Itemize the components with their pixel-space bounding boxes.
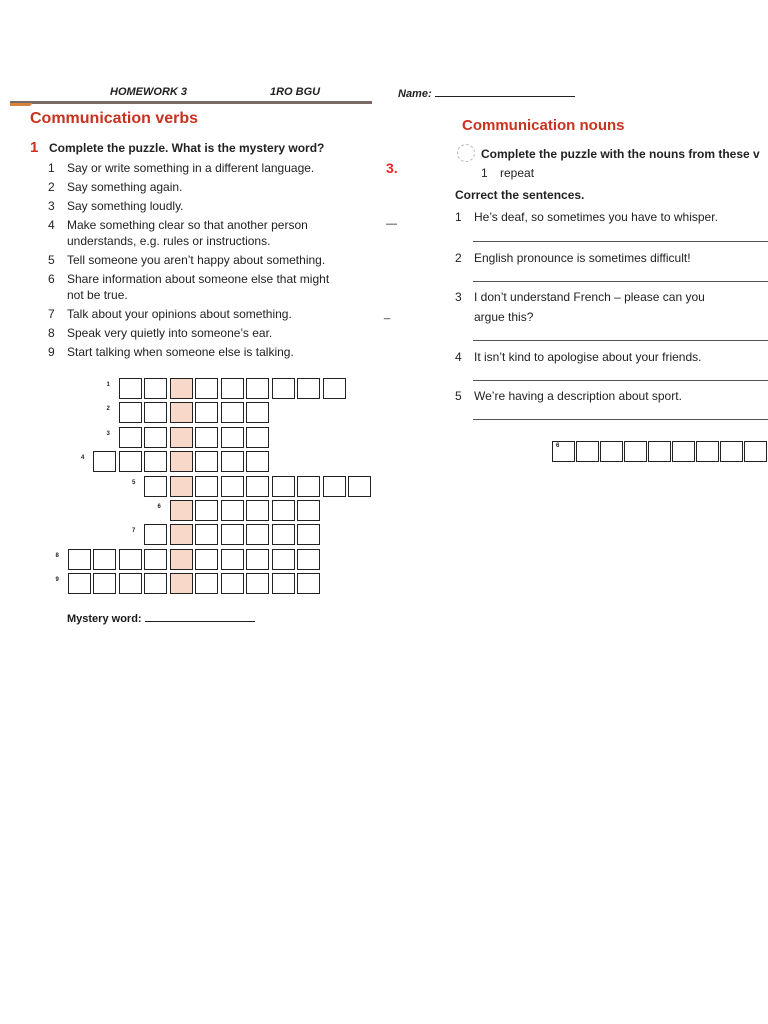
crossword-cell[interactable] <box>170 573 193 594</box>
crossword-cell[interactable] <box>119 427 142 448</box>
correct-sentences-title: Correct the sentences. <box>455 188 585 202</box>
clue-item <box>48 218 378 232</box>
crossword-cell[interactable] <box>221 451 244 472</box>
clue-number: 4 <box>48 218 55 232</box>
clue-number: 5 <box>48 253 55 267</box>
name-field[interactable] <box>398 86 575 100</box>
crossword-cell[interactable] <box>119 573 142 594</box>
sentence-text: I don’t understand French – please can you <box>474 290 705 304</box>
nouns-grid-number: 6 <box>556 443 560 449</box>
crossword-cell[interactable] <box>144 476 167 497</box>
crossword-cell[interactable] <box>195 402 218 423</box>
clue-item <box>48 288 378 302</box>
nouns-small-grid <box>552 441 768 465</box>
crossword-cell[interactable] <box>246 402 269 423</box>
crossword-cell[interactable] <box>119 451 142 472</box>
clue-item <box>48 345 378 359</box>
nouns-grid-cell[interactable] <box>696 441 719 462</box>
section-accent <box>10 103 32 106</box>
crossword-cell[interactable] <box>323 378 346 399</box>
crossword-cell[interactable] <box>246 427 269 448</box>
crossword-row-number: 3 <box>106 430 110 437</box>
sentence-text: argue this? <box>474 310 534 324</box>
item-number: 1 <box>481 166 488 180</box>
crossword-cell[interactable] <box>272 549 295 570</box>
crossword-cell[interactable] <box>297 549 320 570</box>
clue-text: Tell someone you aren’t happy about something. <box>67 253 326 267</box>
crossword-cell[interactable] <box>195 476 218 497</box>
mystery-word-field[interactable] <box>67 613 255 625</box>
sentence-text: He’s deaf, so sometimes you have to whisper. <box>474 210 718 224</box>
clue-number: 2 <box>48 180 55 194</box>
crossword-cell[interactable] <box>144 573 167 594</box>
nouns-grid-cell[interactable] <box>600 441 623 462</box>
homework-title: HOMEWORK 3 <box>110 86 187 98</box>
sentence-text: It isn’t kind to apologise about your friends. <box>474 350 702 364</box>
mystery-word-line[interactable] <box>145 613 255 622</box>
clue-item <box>48 307 378 321</box>
crossword-cell[interactable] <box>119 402 142 423</box>
clue-text: Talk about your opinions about something. <box>67 307 292 321</box>
crossword-row-number: 5 <box>132 479 136 486</box>
clue-text: Make something clear so that another person <box>67 218 308 232</box>
sentence-text: English pronounce is sometimes difficult! <box>474 251 691 265</box>
clue-list <box>48 161 378 364</box>
clue-number: 7 <box>48 307 55 321</box>
crossword-row-number: 2 <box>106 406 110 413</box>
item-text: repeat <box>500 166 535 180</box>
crossword-cell[interactable] <box>195 427 218 448</box>
sentence-4 <box>455 350 701 364</box>
crossword-cell[interactable] <box>195 378 218 399</box>
crossword-cell[interactable] <box>246 524 269 545</box>
sentence-number: 4 <box>455 350 462 364</box>
crossword-cell[interactable] <box>297 476 320 497</box>
clue-item <box>48 199 378 213</box>
crossword-row-number: 4 <box>81 455 85 462</box>
dash-marker-2: _ <box>384 308 391 320</box>
crossword-cell[interactable] <box>221 427 244 448</box>
crossword-cell[interactable] <box>68 573 91 594</box>
exercise-3-label: 3. <box>386 160 398 176</box>
crossword-cell[interactable] <box>170 378 193 399</box>
crossword-cell[interactable] <box>195 549 218 570</box>
nouns-grid-cell[interactable] <box>624 441 647 462</box>
mystery-word-label: Mystery word: <box>67 613 142 625</box>
clue-text: Share information about someone else that might <box>67 272 330 286</box>
clue-number: 9 <box>48 345 55 359</box>
crossword-cell[interactable] <box>144 402 167 423</box>
clue-text: Say or write something in a different language. <box>67 161 315 175</box>
clue-number: 8 <box>48 326 55 340</box>
sentence-number: 5 <box>455 389 462 403</box>
crossword-cell[interactable] <box>93 573 116 594</box>
sentence-number: 2 <box>455 251 462 265</box>
dash-marker-1: — <box>386 218 397 230</box>
sentence-3 <box>455 290 705 304</box>
crossword-cell[interactable] <box>297 524 320 545</box>
course-label: 1RO BGU <box>270 86 321 98</box>
crossword-row-number: 6 <box>157 504 161 510</box>
communication-verbs-title: Communication verbs <box>30 110 199 127</box>
crossword-cell[interactable] <box>221 549 244 570</box>
answer-line-5[interactable] <box>473 419 768 420</box>
clue-item <box>48 272 378 286</box>
crossword-cell[interactable] <box>170 500 193 521</box>
clue-number: 3 <box>48 199 55 213</box>
nouns-grid-cell[interactable] <box>672 441 695 462</box>
clue-item <box>48 234 378 248</box>
crossword-cell[interactable] <box>170 402 193 423</box>
crossword-cell[interactable] <box>170 524 193 545</box>
clue-number: 1 <box>48 161 55 175</box>
crossword-row-number: 7 <box>132 528 136 535</box>
crossword-row-number: 1 <box>106 382 110 388</box>
answer-line-2[interactable] <box>473 281 768 282</box>
crossword-cell[interactable] <box>246 451 269 472</box>
section-divider <box>10 101 372 104</box>
crossword-cell[interactable] <box>170 549 193 570</box>
crossword-cell[interactable] <box>221 500 244 521</box>
crossword-cell[interactable] <box>144 451 167 472</box>
sentence-number: 3 <box>455 290 462 304</box>
exercise-icon <box>457 144 475 162</box>
crossword-cell[interactable] <box>170 476 193 497</box>
clue-number: 6 <box>48 272 55 286</box>
clue-text: Start talking when someone else is talking. <box>67 345 294 359</box>
crossword-cell[interactable] <box>170 451 193 472</box>
crossword-cell[interactable] <box>221 378 244 399</box>
crossword-cell[interactable] <box>144 427 167 448</box>
crossword-cell[interactable] <box>144 378 167 399</box>
crossword-cell[interactable] <box>221 524 244 545</box>
crossword-cell[interactable] <box>221 573 244 594</box>
nouns-grid-cell[interactable] <box>648 441 671 462</box>
clue-item <box>48 180 378 194</box>
nouns-first-item <box>481 166 534 180</box>
clue-text: understands, e.g. rules or instructions. <box>67 234 271 248</box>
crossword-cell[interactable] <box>246 476 269 497</box>
crossword-cell[interactable] <box>93 451 116 472</box>
clue-text: not be true. <box>67 288 128 302</box>
answer-line-1[interactable] <box>473 241 768 242</box>
crossword-row-number: 8 <box>55 552 59 559</box>
crossword-cell[interactable] <box>170 427 193 448</box>
nouns-grid-cell[interactable] <box>744 441 767 462</box>
crossword-cell[interactable] <box>297 573 320 594</box>
crossword-cell[interactable] <box>119 549 142 570</box>
clue-text: Say something loudly. <box>67 199 184 213</box>
crossword-cell[interactable] <box>195 451 218 472</box>
communication-nouns-title: Communication nouns <box>462 117 625 134</box>
crossword-cell[interactable] <box>272 378 295 399</box>
crossword-cell[interactable] <box>246 500 269 521</box>
sentence-5 <box>455 389 682 403</box>
crossword-cell[interactable] <box>246 573 269 594</box>
nouns-grid-cell[interactable] <box>576 441 599 462</box>
exercise-instruction: Complete the puzzle. What is the mystery word? <box>49 141 325 155</box>
crossword-cell[interactable] <box>144 549 167 570</box>
sentence-2 <box>455 251 691 265</box>
crossword-cell[interactable] <box>297 378 320 399</box>
crossword-cell[interactable] <box>272 573 295 594</box>
crossword-cell[interactable] <box>93 549 116 570</box>
crossword-cell[interactable] <box>272 524 295 545</box>
crossword-cell[interactable] <box>195 573 218 594</box>
crossword-row-number: 9 <box>55 577 59 584</box>
crossword-cell[interactable] <box>195 524 218 545</box>
clue-text: Speak very quietly into someone’s ear. <box>67 326 273 340</box>
crossword-cell[interactable] <box>272 500 295 521</box>
clue-item <box>48 161 378 175</box>
crossword-cell[interactable] <box>68 549 91 570</box>
crossword-cell[interactable] <box>144 524 167 545</box>
crossword-cell[interactable] <box>195 500 218 521</box>
crossword-cell[interactable] <box>221 476 244 497</box>
crossword-cell[interactable] <box>221 402 244 423</box>
crossword-cell[interactable] <box>323 476 346 497</box>
sentence-number: 1 <box>455 210 462 224</box>
clue-item <box>48 253 378 267</box>
sentence-1 <box>455 210 718 224</box>
crossword-cell[interactable] <box>246 549 269 570</box>
clue-text: Say something again. <box>67 180 183 194</box>
nouns-instruction: Complete the puzzle with the nouns from these v <box>481 147 760 161</box>
answer-line-3[interactable] <box>473 340 768 341</box>
exercise-number: 1 <box>30 139 39 156</box>
sentence-text: We’re having a description about sport. <box>474 389 682 403</box>
nouns-grid-cell[interactable] <box>720 441 743 462</box>
sentence-3-continued <box>474 310 533 324</box>
crossword-cell[interactable] <box>119 378 142 399</box>
crossword-cell[interactable] <box>272 476 295 497</box>
name-label: Name: <box>398 88 432 100</box>
crossword-cell[interactable] <box>297 500 320 521</box>
answer-line-4[interactable] <box>473 380 768 381</box>
clue-item <box>48 326 378 340</box>
name-blank-line[interactable] <box>435 86 575 97</box>
crossword-cell[interactable] <box>246 378 269 399</box>
crossword-cell[interactable] <box>348 476 371 497</box>
